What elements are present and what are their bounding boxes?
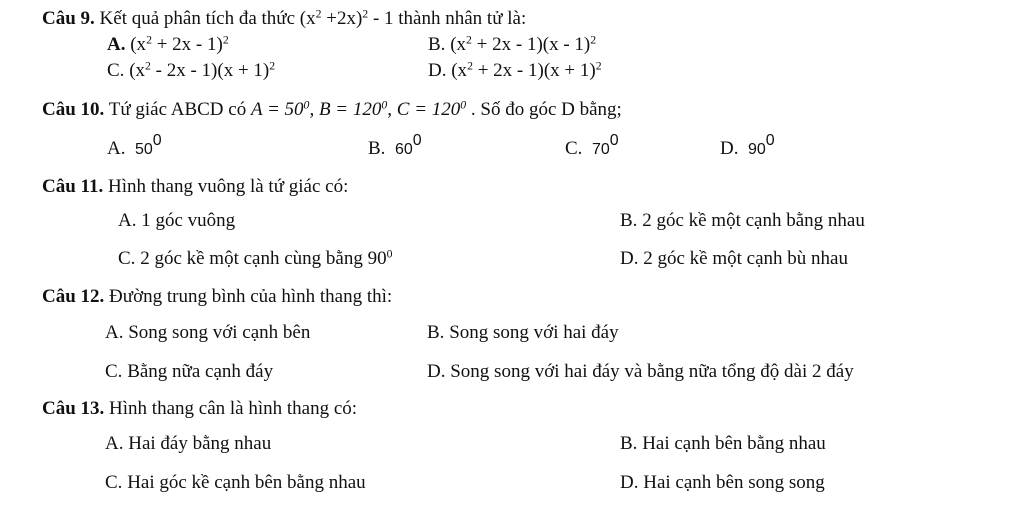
q12-option-a[interactable]: A. Song song với cạnh bên	[105, 322, 311, 343]
q13-option-b[interactable]: B. Hai cạnh bên bằng nhau	[620, 433, 826, 454]
q10-number: Câu 10.	[42, 99, 105, 120]
q9-text: Kết quả phân tích đa thức	[99, 8, 296, 29]
q13-number: Câu 13.	[42, 398, 105, 419]
q12-stem	[42, 286, 392, 308]
q10-angles: $A = 50^0$, $B = 120^0$, $C = 120^0$	[250, 98, 467, 120]
q12-option-d[interactable]: D. Song song với hai đáy và bằng nữa tổng độ dài 2 đáy	[427, 361, 854, 382]
q12-option-b[interactable]: B. Song song với hai đáy	[427, 322, 619, 343]
q10-option-a[interactable]: A. $50^0$	[107, 132, 162, 159]
q13-text: Hình thang cân là hình thang có:	[109, 398, 358, 419]
q9-tail: thành nhân tử là:	[398, 8, 527, 29]
q10-tail: . Số đo góc D bằng;	[470, 99, 622, 120]
q10-option-c[interactable]: C. $70^0$	[565, 132, 619, 159]
q11-option-b[interactable]: B. 2 góc kề một cạnh bằng nhau	[620, 210, 865, 231]
q11-option-c[interactable]: C. 2 góc kề một cạnh cùng bằng $90^0$	[118, 247, 393, 269]
q12-option-c[interactable]: C. Bằng nữa cạnh đáy	[105, 361, 274, 382]
q9-number: Câu 9.	[42, 8, 95, 29]
q13-option-a[interactable]: A. Hai đáy bằng nhau	[105, 433, 272, 454]
q10-option-d[interactable]: D. $90^0$	[720, 132, 775, 159]
q10-option-b[interactable]: B. $60^0$	[368, 132, 422, 159]
q13-option-d[interactable]: D. Hai cạnh bên song song	[620, 472, 825, 493]
q9-option-d[interactable]: D. $(x^2 + 2x - 1)(x + 1)^2$	[428, 59, 602, 81]
q10-stem	[42, 99, 622, 121]
q12-number: Câu 12.	[42, 286, 105, 307]
q9-option-c[interactable]: C. $(x^2 - 2x - 1)(x + 1)^2$	[107, 59, 276, 81]
q9-option-b[interactable]: B. $(x^2 + 2x - 1)(x - 1)^2$	[428, 33, 597, 55]
q13-stem	[42, 398, 357, 420]
q11-option-a[interactable]: A. 1 góc vuông	[118, 210, 236, 231]
q9-option-a[interactable]: A. $(x^2 + 2x - 1)^2$	[107, 33, 229, 55]
q11-text: Hình thang vuông là tứ giác có:	[108, 176, 349, 197]
q9-stem	[42, 8, 526, 30]
q11-option-d[interactable]: D. 2 góc kề một cạnh bù nhau	[620, 248, 848, 269]
q10-text: Tứ giác ABCD có	[108, 99, 247, 120]
q9-polynomial: $(x^2 +2x)^2 - 1$	[299, 7, 394, 29]
q11-stem	[42, 176, 348, 198]
q13-option-c[interactable]: C. Hai góc kề cạnh bên bằng nhau	[105, 472, 366, 493]
q12-text: Đường trung bình của hình thang thì:	[109, 286, 393, 307]
q11-number: Câu 11.	[42, 176, 104, 197]
